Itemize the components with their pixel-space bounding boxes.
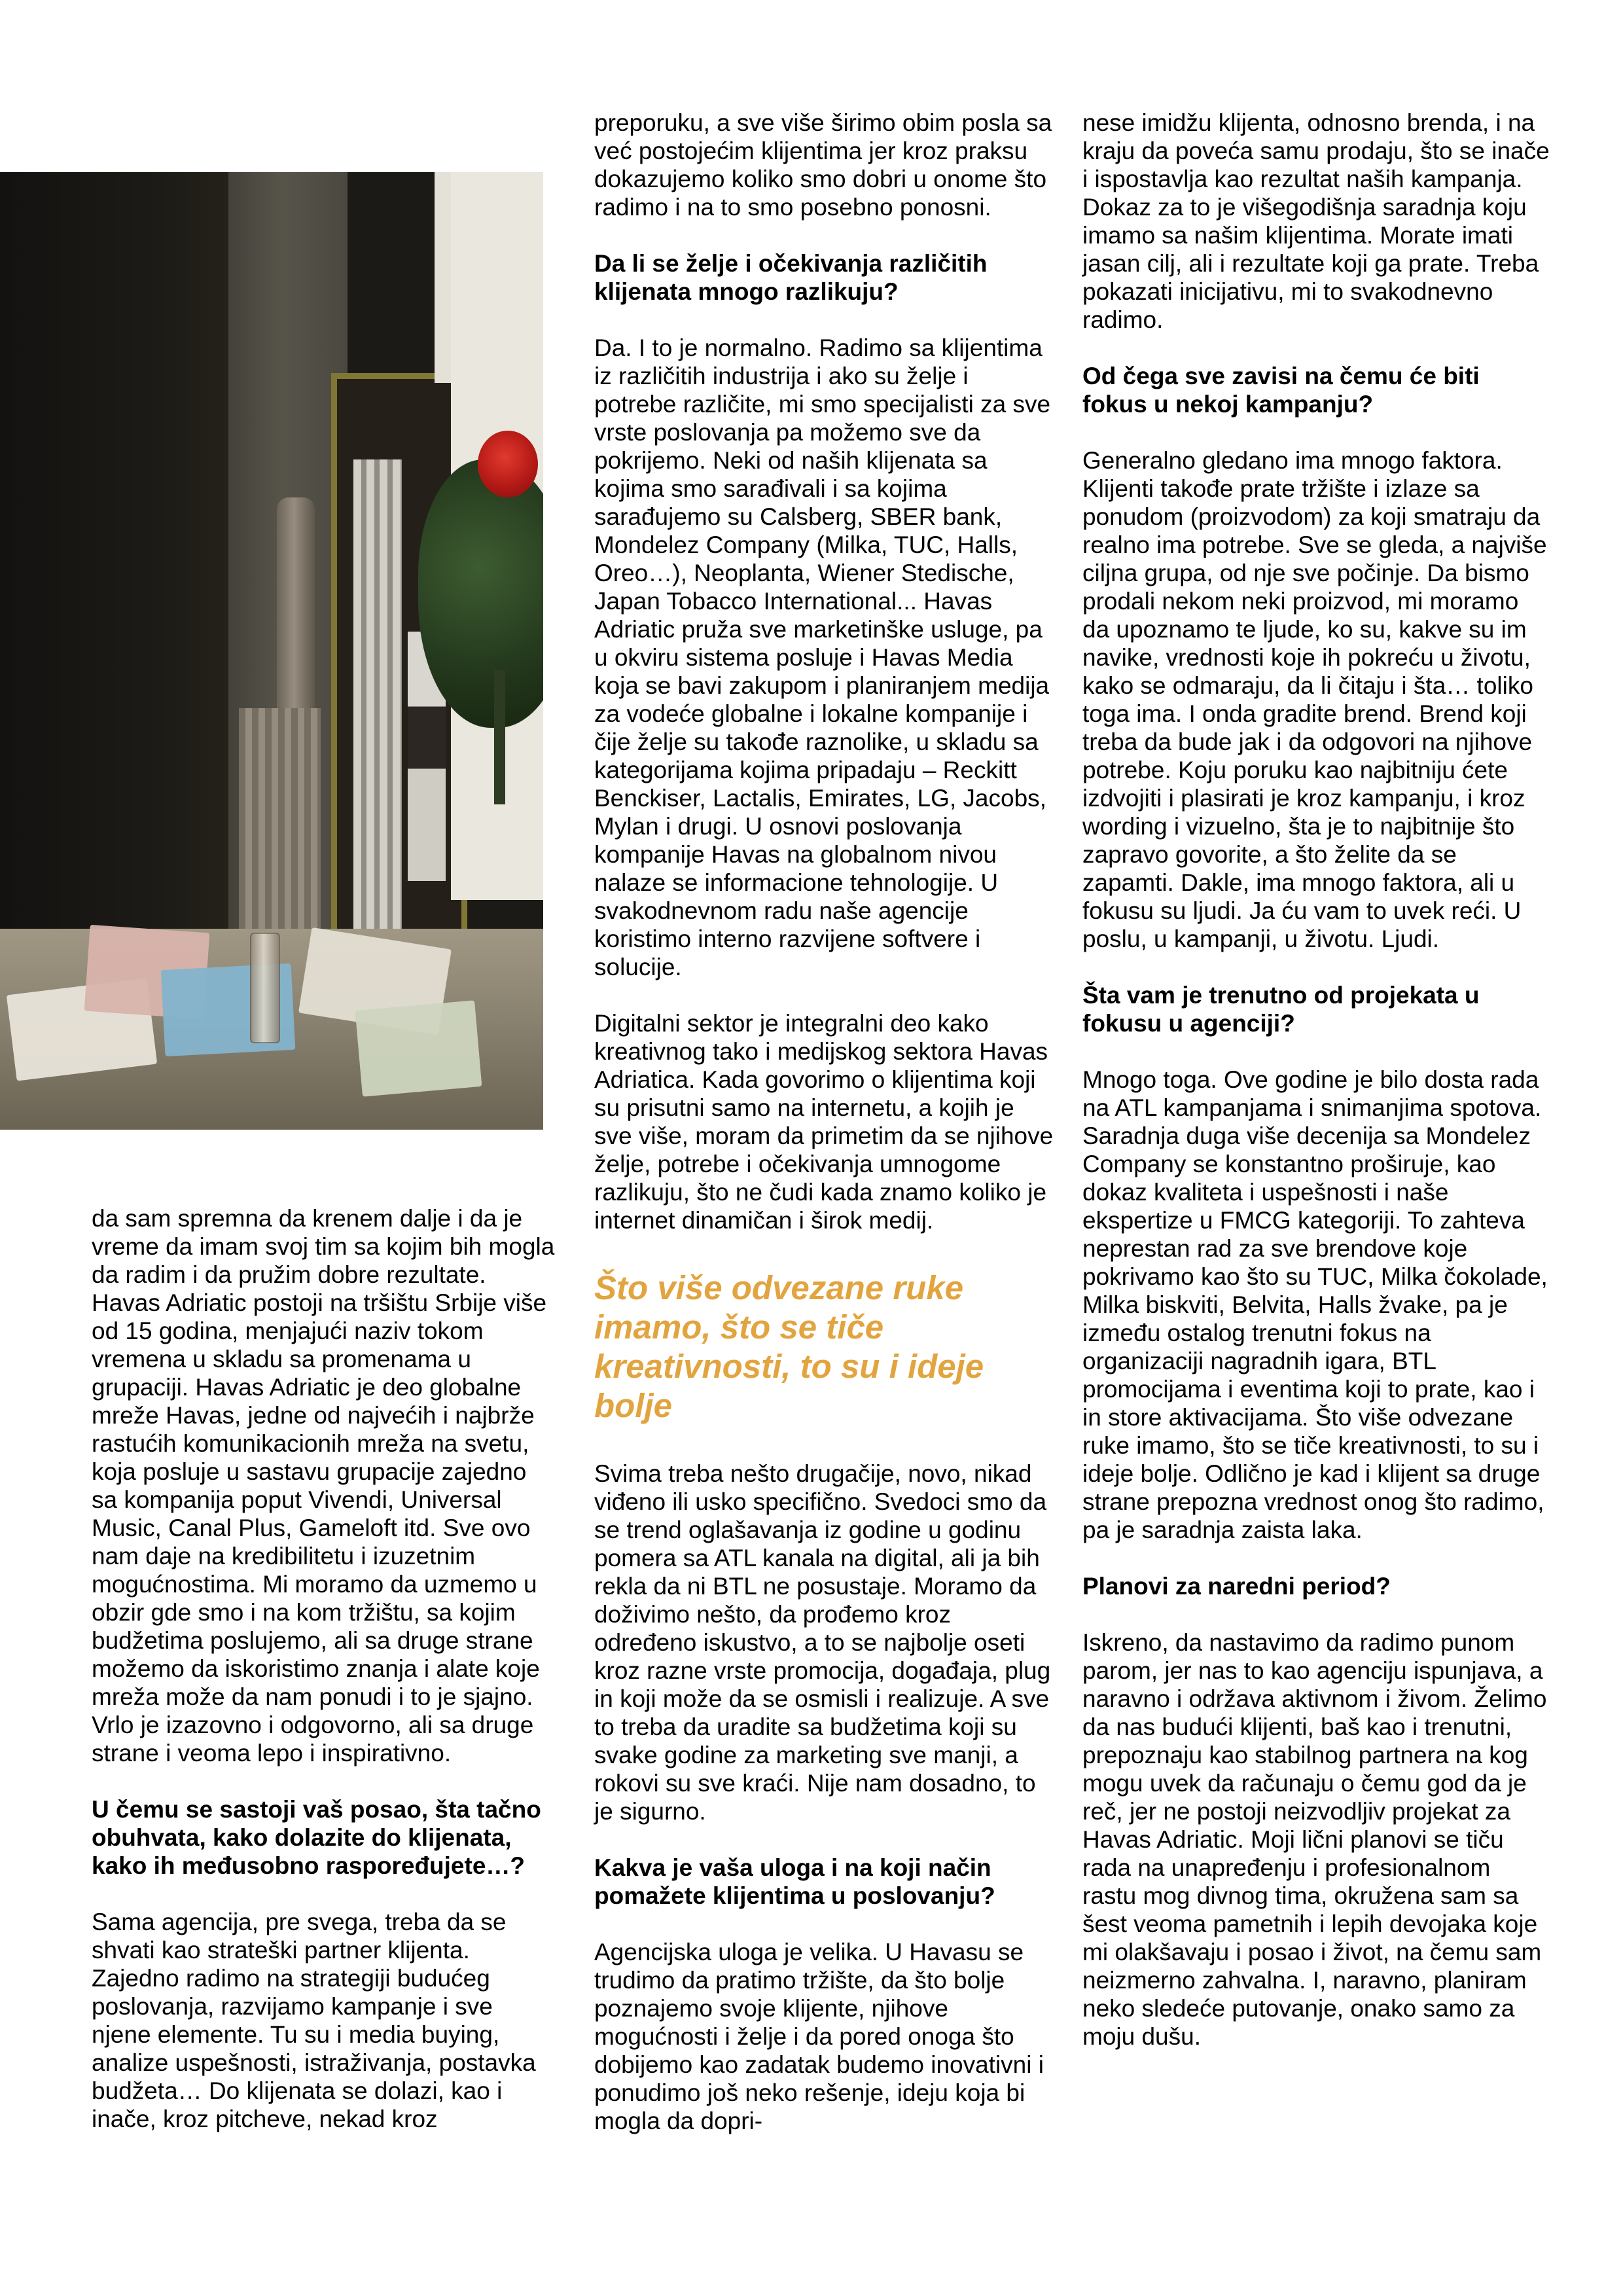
body-paragraph: nese imidžu klijenta, odnosno brenda, i na kraju da poveća samu prodaju, što se inače i ispostavlja kao rezultat naših kampanja. Dokaz za to je višegodišnja saradnja koju imamo sa našim klijentima. Morate imati jasan cilj, ali i rezultate koji ga prate. Treba pokazati inicijativu, mi to svakodnevno radimo. — [1082, 109, 1550, 333]
interview-question: Planovi za naredni period? — [1082, 1573, 1391, 1600]
photo-wall-shadow — [435, 172, 451, 383]
body-paragraph: Iskreno, da nastavimo da radimo punom parom, jer nas to kao agenciju ispunjava, a naravno i održava aktivnom i živom. Želimo da nas budući klijenti, baš kao i trenutni, prepoznaju kao stabilnog partnera na kog mogu uvek da računaju o čemu god da je reč, jer ne postoji neizvodljiv projekat za Havas Adriatic. Moji lični planovi se tiču rada na unapređenju i profesionalnom rastu mog divnog tima, okružena sam sa šest veoma pametnih i lepih devojaka koje mi olakšavaju i posao i život, na čemu sam neizmerno zahvalna. I, naravno, planiram neko sledeće putovanje, onako samo za moju dušu. — [1082, 1629, 1547, 2050]
body-paragraph: Mnogo toga. Ove godine je bilo dosta rada na ATL kampanjama i snimanjima spotova. Saradnja duga više decenija sa Mondelez Company se konstantno proširuje, kao dokaz kvaliteta i uspešnosti i naše ekspertize u FMCG kategoriji. To zahteva neprestan rad za sve brendove koje pokrivamo kao što su TUC, Milka čokolade, Milka biskviti, Belvita, Halls žvake, pa je između ostalog trenutni fokus na organizaciji nagradnih igara, BTL promocijama i eventima koji to prate, kao i in store aktivacijama. Što više odvezane ruke imamo, što se tiče kreativnosti, to su i ideje bolje. Odlično je kad i klijent sa druge strane prepozna vrednost onog što radimo, pa je saradnja zaista laka. — [1082, 1066, 1548, 1543]
body-paragraph: da sam spremna da krenem dalje i da je vreme da imam svoj tim sa kojim bih mogla da radim i da pružim dobre rezultate. Havas Adriatic postoji na tršištu Srbije više od 15 godina, menjajući naziv tokom vremena u skladu sa promenama u grupaciji. Havas Adriatic je deo globalne mreže Havas, jedne od najvećih i najbrže rastućih komunikacionih mreža na svetu, koja posluje u sastavu grupacije zajedno sa kompanija poput Vivendi, Universal Music, Canal Plus, Gameloft itd. Sve ovo nam daje na kredibilitetu i izuzetnim mogućnostima. Mi moramo da uzmemo u obzir gde smo i na kom tržištu, sa kojim budžetima poslujemo, ali sa druge strane možemo da iskoristimo znanja i alate koje mreža može da nam ponudi i to je sjajno. Vrlo je izazovno i odgovorno, ali sa druge strane i veoma lepo i inspirativno. — [92, 1205, 555, 1767]
photo-magazine — [355, 1000, 481, 1096]
interview-question: Šta vam je trenutno od projekata u fokusu u agenciji? — [1082, 982, 1480, 1037]
interview-question: U čemu se sastoji vaš posao, šta tačno obuhvata, kako dolazite do klijenata, kako ih međusobno raspoređujete…? — [92, 1796, 541, 1879]
text-column-2 — [594, 109, 1056, 2163]
photo-drinking-glass — [250, 933, 280, 1043]
body-paragraph: Sama agencija, pre svega, treba da se shvati kao strateški partner klijenta. Zajedno radimo na strategiji budućeg poslovanja, razvijamo kampanje i sve njene elemente. Tu su i media buying, analize uspešnosti, istraživanja, postavka budžeta… Do klijenata se dolazi, kao i inače, kroz pitcheve, nekad kroz — [92, 1909, 536, 2132]
body-paragraph: preporuku, a sve više širimo obim posla sa već postojećim klijentima jer kroz praksu dokazujemo koliko smo dobri u onome što radimo i na to smo posebno ponosni. — [594, 109, 1052, 221]
body-paragraph: Digitalni sektor je integralni deo kako kreativnog tako i medijskog sektora Havas Adriatica. Kada govorimo o klijentima koji su prisutni samo na internetu, a kojih je sve više, moram da primetim da se njihove želje, potrebe i očekivanja umnogome razlikuju, što ne čudi kada znamo koliko je internet dinamičan i širok medij. — [594, 1010, 1054, 1234]
photo-rose-stem — [494, 670, 505, 804]
interview-question: Kakva je vaša uloga i na koji način pomažete klijentima u poslovanju? — [594, 1854, 995, 1909]
article-photo — [0, 172, 543, 1130]
interview-question: Da li se želje i očekivanja različitih klijenata mnogo razlikuju? — [594, 250, 988, 305]
body-paragraph: Da. I to je normalno. Radimo sa klijentima iz različitih industrija i ako su želje i potrebe različite, mi smo specijalisti za sve vrste poslovanja pa možemo sve da pokrijemo. Neki od naših klijenata sa kojima smo sarađivali i sa kojima sarađujemo su Calsberg, SBER bank, Mondelez Company (Milka, TUC, Halls, Oreo…), Neoplanta, Wiener Stedische, Japan Tobacco International... Havas Adriatic pruža sve marketinške usluge, pa u okviru sistema posluje i Havas Media koja se bavi zakupom i planiranjem medija za vodeće globalne i lokalne kompanije i čije želje su takođe raznolike, u skladu sa kategorijama kojima pripadaju – Reckitt Benckiser, Lactalis, Emirates, LG, Jacobs, Mylan i drugi. U osnovi poslovanja kompanije Havas na globalnom nivou nalaze se informacione tehnologije. U svakodnevnom radu naše agencije koristimo interno razvijene softvere i solucije. — [594, 334, 1051, 980]
body-paragraph: Svima treba nešto drugačije, novo, nikad viđeno ili usko specifično. Svedoci smo da se trend oglašavanja iz godine u godinu pomera sa ATL kanala na digital, ali ja bih rekla da ni BTL ne posustaje. Moramo da doživimo nešto, da prođemo kroz određeno iskustvo, a to se najbolje oseti kroz razne vrste promocija, događaja, plug in koji može da se osmisli i realizuje. A sve to treba da uradite sa budžetima koji su svake godine za marketing sve manji, a rokovi su sve kraći. Nije nam dosadno, to je sigurno. — [594, 1460, 1051, 1825]
body-paragraph: Agencijska uloga je velika. U Havasu se trudimo da pratimo tržište, da što bolje poznajemo svoje klijente, njihove mogućnosti i želje i da pored onoga što dobijemo kao zadatak budemo inovativni i ponudimo još neko rešenje, ideju koja bi mogla da dopri- — [594, 1939, 1044, 2134]
body-paragraph: Generalno gledano ima mnogo faktora. Klijenti takođe prate tržište i izlaze sa ponudom (proizvodom) za koji smatraju da realno ima potrebe. Sve se gleda, a najviše ciljna grupa, od nje sve počinje. Da bismo prodali nekom neki proizvod, mi moramo da upoznamo te ljude, ko su, kakve su im navike, vrednosti koje ih pokreću u životu, kako se odmaraju, da li čitaju i šta… toliko toga ima. I onda gradite brend. Brend koji treba da bude jak i da odgovori na njihove potrebe. Koju poruku kao najbitniju ćete izdvojiti i plasirati je kroz kampanju, i kroz wording i vizuelno, šta je to najbitnije što zapravo govorite, a što želite da se zapamti. Dakle, ima mnogo faktora, ali u fokusu su ljudi. Ja ću vam to uvek reći. U poslu, u kampanji, u životu. Ljudi. — [1082, 447, 1547, 952]
photo-curtain — [239, 708, 321, 957]
text-column-3 — [1082, 109, 1550, 2079]
pull-quote: Što više odvezane ruke imamo, što se tiče kreativnosti, to su i ideje bolje — [594, 1269, 984, 1424]
text-column-1 — [92, 1204, 555, 2161]
interview-question: Od čega sve zavisi na čemu će biti fokus u nekoj kampanju? — [1082, 363, 1480, 418]
photo-red-rose — [478, 431, 537, 497]
